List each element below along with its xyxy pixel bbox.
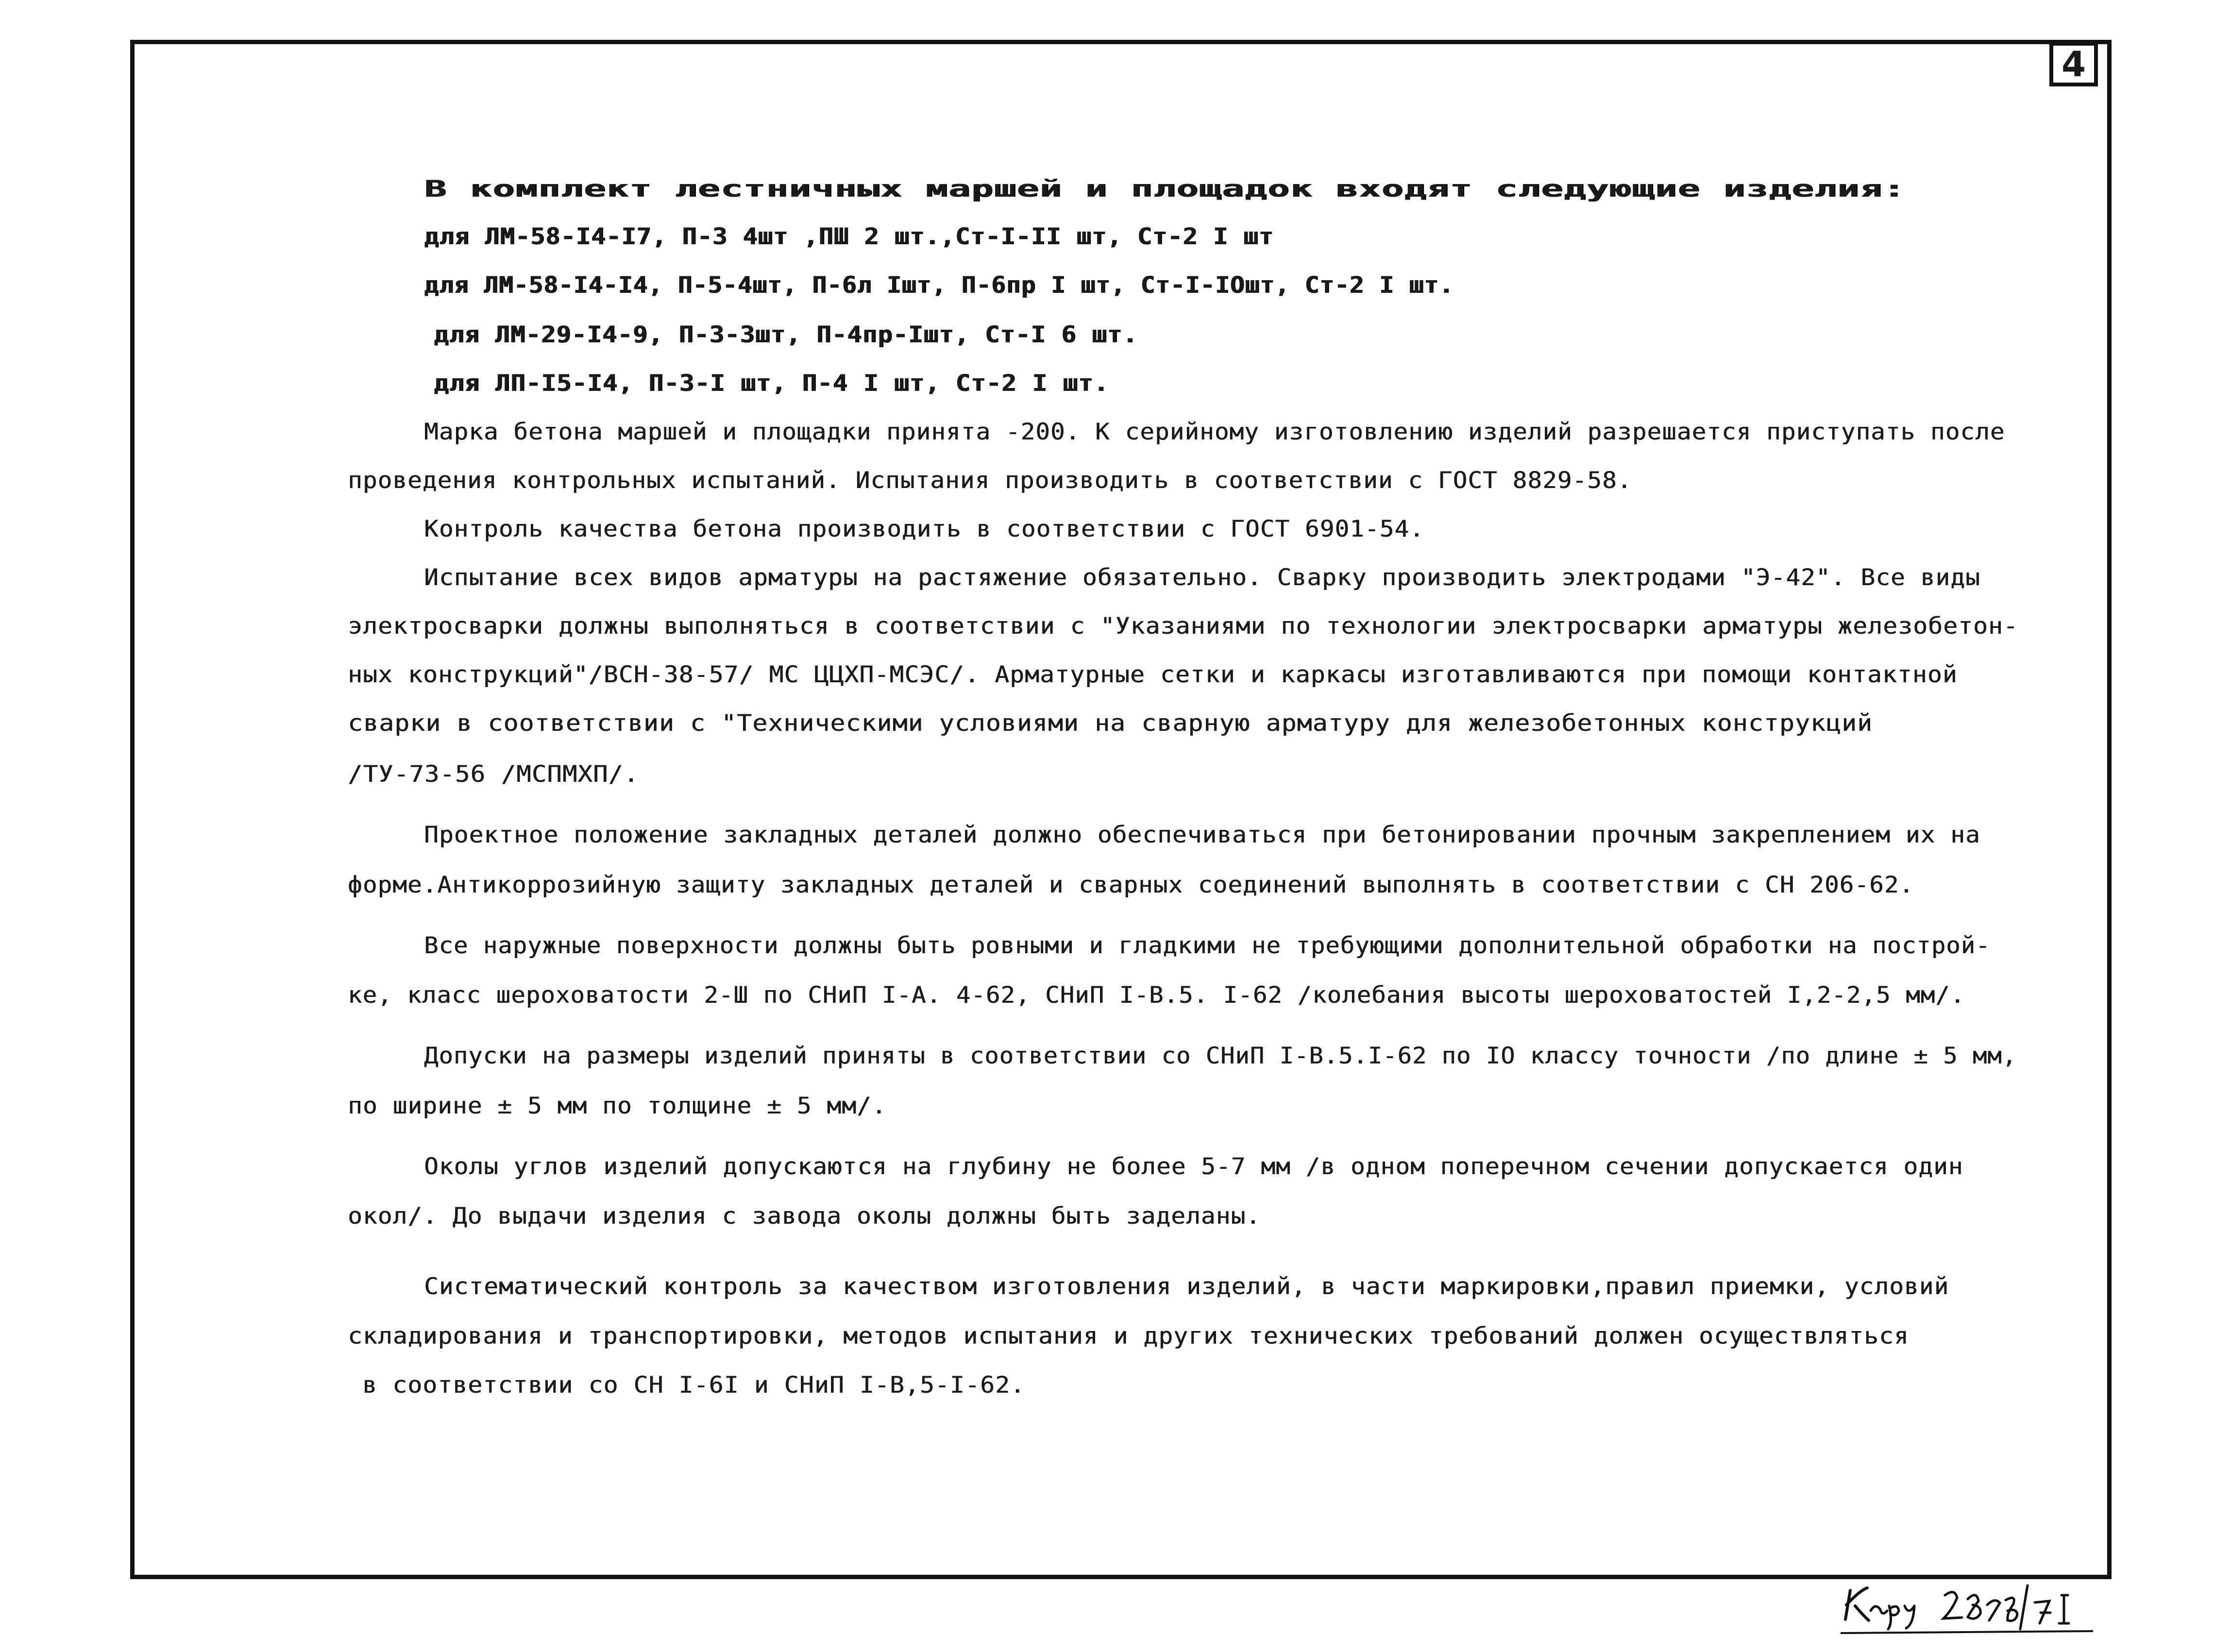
paragraph-1-line-3: для ЛМ-58-I4-I4, П-5-4шт, П-6л Iшт, П-6пр I шт, Ст-I-IOшт, Ст-2 I шт. — [424, 272, 1454, 299]
paragraph-1-line-1: В комплект лестничных маршей и площадок входят следующие изделия: — [424, 176, 1906, 202]
paragraph-6-line-2: ке, класс шероховатости 2-Ш по СНиП I-А. 4-62, СНиП I-В.5. I-62 /колебания высоты шероховатостей I,2-2,5 мм/. — [348, 982, 1965, 1009]
paragraph-4-line-1: Испытание всех видов арматуры на растяжение обязательно. Сварку производить электродами "Э-42". Все виды — [424, 564, 1980, 591]
paragraph-2-line-1: Марка бетона маршей и площадки принята -200. К серийному изготовлению изделий разрешается приступать после — [424, 419, 2005, 445]
paragraph-5-line-1: Проектное положение закладных деталей должно обеспечиваться при бетонировании прочным закреплением их на — [424, 822, 1980, 848]
paragraph-7-line-2: по ширине ± 5 мм по толщине ± 5 мм/. — [348, 1093, 887, 1119]
paragraph-5-line-2: форме.Антикоррозийную защиту закладных деталей и сварных соединений выполнять в соответствии с СН 206-62. — [348, 872, 1914, 898]
paragraph-9-line-3: в соответствии со СН I-6I и СНиП I-В,5-I-62. — [362, 1372, 1026, 1399]
paragraph-4-line-5: /ТУ-73-56 /МСПМХП/. — [348, 761, 639, 788]
paragraph-8-line-2: окол/. До выдачи изделия с завода околы должны быть заделаны. — [348, 1203, 1261, 1230]
paragraph-1-line-5: для ЛП-I5-I4, П-3-I шт, П-4 I шт, Ст-2 I шт. — [434, 370, 1109, 397]
handwritten-signature — [1841, 1576, 2093, 1634]
paragraph-9-line-2: складирования и транспортировки, методов испытания и других технических требований должен осуществляться — [348, 1323, 1909, 1349]
paragraph-2-line-2: проведения контрольных испытаний. Испытания производить в соответствии с ГОСТ 8829-58. — [348, 467, 1632, 494]
paragraph-4-line-2: электросварки должны выполняться в соответствии с "Указаниями по технологии электросварки арматуры железобетон- — [348, 613, 2018, 640]
paragraph-1-line-4: для ЛМ-29-I4-9, П-3-3шт, П-4пр-Iшт, Ст-I 6 шт. — [434, 321, 1138, 348]
paragraph-1-line-2: для ЛМ-58-I4-I7, П-3 4шт ,ПШ 2 шт.,Ст-I-II шт, Ст-2 I шт — [424, 223, 1274, 250]
paragraph-7-line-1: Допуски на размеры изделий приняты в соответствии со СНиП I-В.5.I-62 по IO классу точности /по длине ± 5 мм, — [424, 1043, 2017, 1069]
signature-drawing — [1841, 1576, 2093, 1634]
page-number: 4 — [2049, 42, 2098, 86]
paragraph-4-line-4: сварки в соответствии с "Техническими условиями на сварную арматуру для железобетонных конструкций — [348, 710, 1873, 737]
paragraph-4-line-3: ных конструкций"/ВСН-38-57/ МС ЦЦХП-МСЭС/. Арматурные сетки и каркасы изготавливаются при помощи контактной — [348, 661, 1958, 688]
paragraph-8-line-1: Околы углов изделий допускаются на глубину не более 5-7 мм /в одном поперечном сечении допускается один — [424, 1153, 1963, 1180]
paragraph-3-line-1: Контроль качества бетона производить в соответствии с ГОСТ 6901-54. — [424, 516, 1424, 542]
paragraph-9-line-1: Систематический контроль за качеством изготовления изделий, в части маркировки,правил приемки, условий — [424, 1273, 1949, 1300]
paragraph-6-line-1: Все наружные поверхности должны быть ровными и гладкими не требующими дополнительной обработки на построй- — [424, 932, 1991, 959]
